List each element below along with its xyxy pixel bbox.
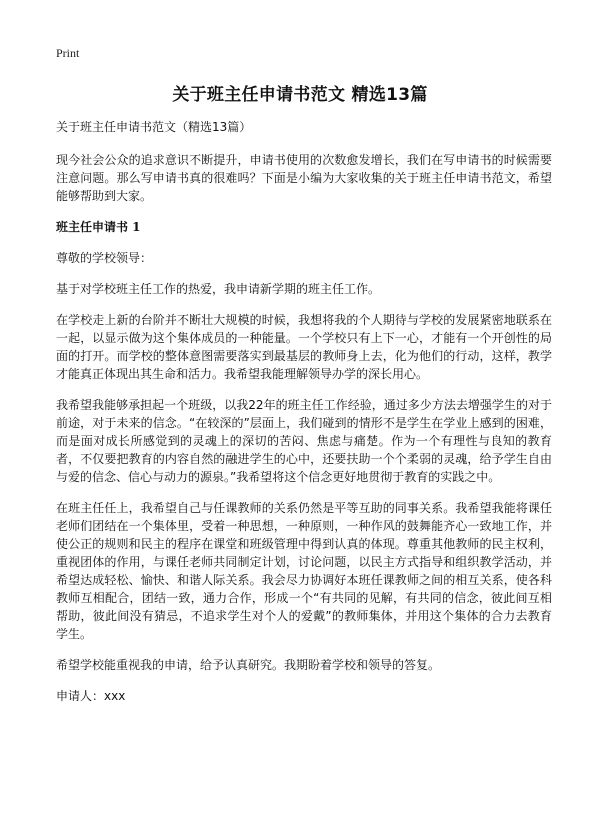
page-title: 关于班主任申请书范文 精选13篇 (172, 85, 428, 105)
intro-paragraph: 现今社会公众的追求意识不断提升，申请书使用的次数愈发增长，我们在写申请书的时候需要注意问题。那么写申请书真的很难吗？下面是小编为大家收集的关于班主任申请书范文，希望能够帮助到大家。 (56, 153, 552, 203)
body-paragraph: 我希望我能够承担起一个班级，以我22年的班主任工作经验，通过多少方法去增强学生的对于前途，对于未来的信念。“在较深的”层面上，我们碰到的情形不是学生在学业上感到的困难，而是面对成长所感觉到的灵魂上的深切的苦闷、焦虑与痛楚。作为一个有理性与良知的教育者，不仅要把教育的内容自然的融进学生的心中，还要扶助一个个柔弱的灵魂，给予学生自由与爱的信念、信心与动力的源泉。”我希望将这个信念更好地贯彻于教育的实践之中。 (56, 398, 552, 484)
body-paragraph: 在学校走上新的台阶并不断壮大规模的时候，我想将我的个人期待与学校的发展紧密地联系在一起，以显示做为这个集体成员的一种能量。一个学校只有上下一心，才能有一个开创性的局面的打开。而学校的整体意图需要落实到最基层的教师身上去，化为他们的行动，这样，教学才能真正体现出其生命和活力。我希望我能理解领导办学的深长用心。 (56, 313, 552, 381)
section-heading: 班主任申请书 1 (56, 220, 141, 234)
salutation: 尊敬的学校领导： (56, 251, 153, 265)
body-paragraph: 在班主任任上，我希望自己与任课教师的关系仍然是平等互助的同事关系。我希望我能将课任老师们团结在一个集体里，受着一种思想，一种原则，一种作风的鼓舞能齐心一致地工作，并使公正的规则和民主的程序在课堂和班级管理中得到认真的体现。尊重其他教师的民主权利，重视团体的作用，与课任老师共同制定计划，讨论问题，以民主方式指导和组织教学活动，并希望达成轻松、愉快、和谐人际关系。我会尽力协调好本班任课教师之间的相互关系，使各科教师互相配合，团结一致，通力合作，形成一个“有共同的见解，有共同的信念，彼此间互相帮助，彼此间没有猜忌，不追求学生对个人的爱戴”的教师集体，并用这个集体的合力去教育学生。 (56, 501, 552, 641)
document-subtitle: 关于班主任申请书范文（精选13篇） (56, 120, 252, 134)
signature: 申请人：xxx (56, 689, 126, 703)
print-link[interactable]: Print (56, 46, 80, 60)
document-body (56, 118, 552, 718)
body-paragraph: 基于对学校班主任工作的热爱，我申请新学期的班主任工作。 (56, 282, 381, 296)
body-paragraph: 希望学校能重视我的申请，给予认真研究。我期盼着学校和领导的答复。 (56, 658, 441, 672)
